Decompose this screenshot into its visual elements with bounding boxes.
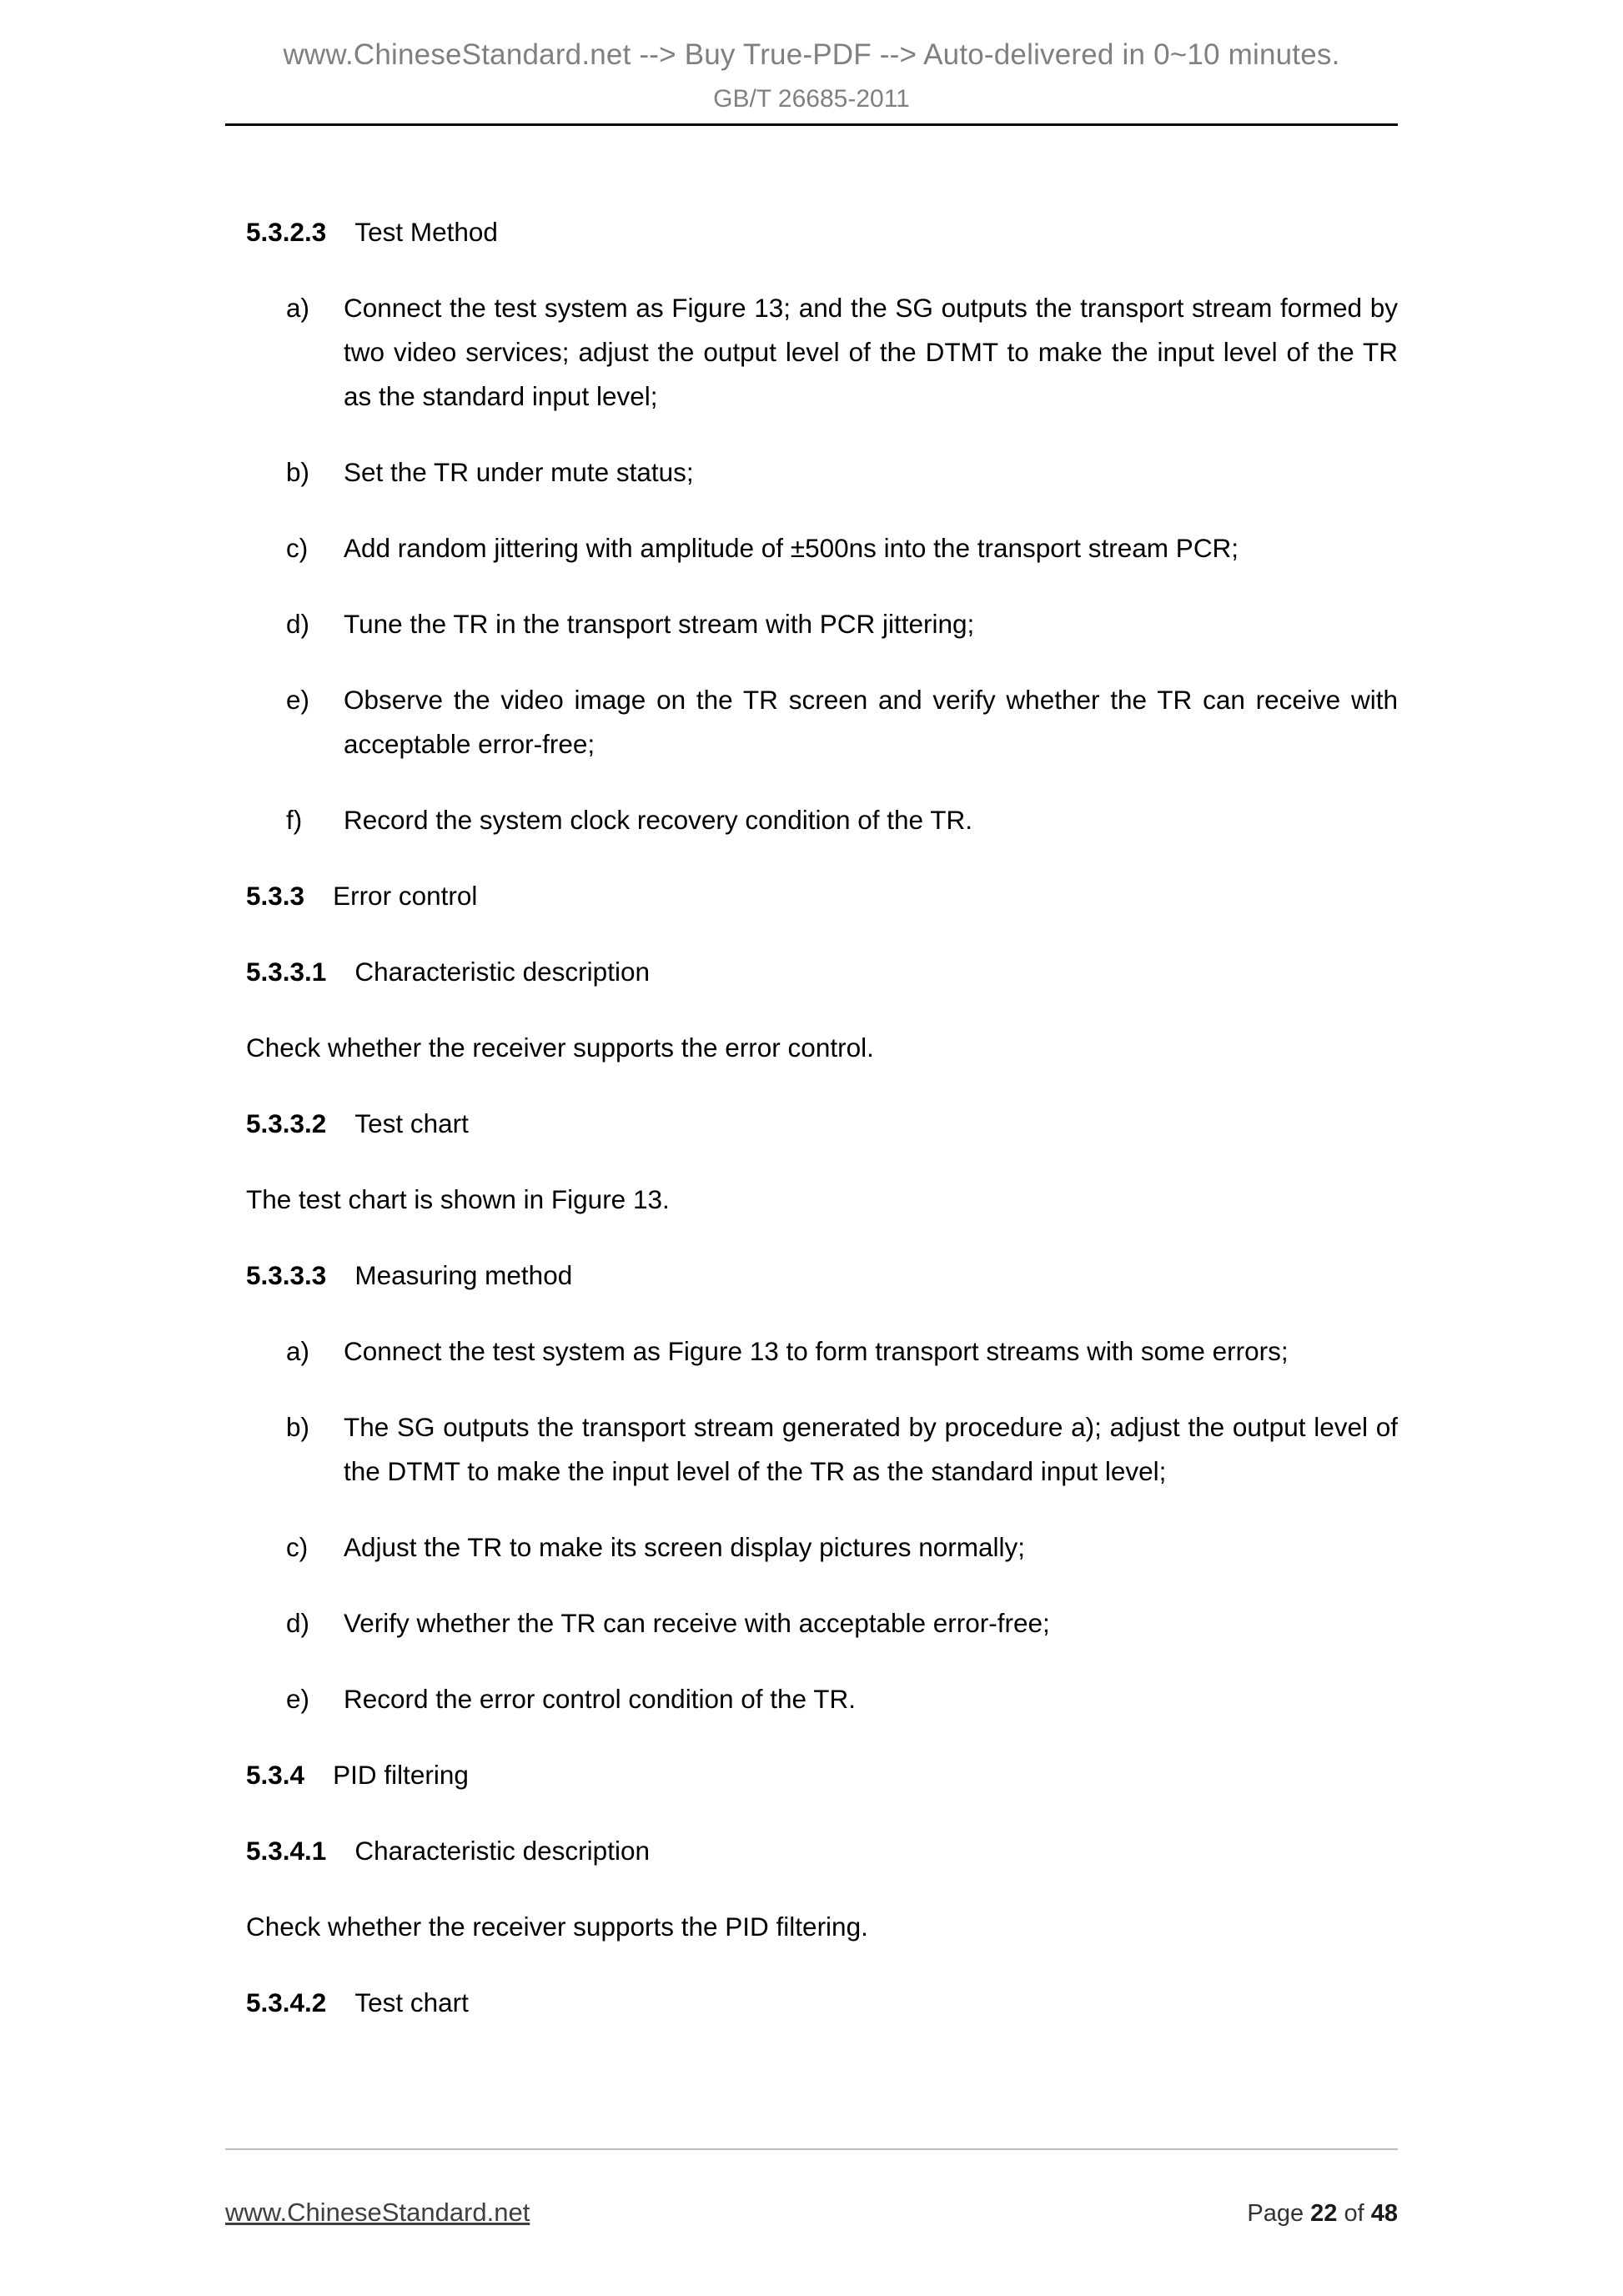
section-heading: [246, 1981, 1398, 2025]
footer-divider: [225, 2148, 1398, 2150]
list-item-label: f): [286, 805, 303, 835]
section-title: Error control: [333, 881, 478, 911]
list-item-label: b): [286, 457, 310, 487]
list-item-label: d): [286, 609, 310, 639]
section-number: 5.3.3.3: [246, 1260, 327, 1290]
section-title: Test chart: [354, 1987, 469, 2017]
section-number: 5.3.3.1: [246, 957, 327, 987]
list-item: [246, 1525, 1398, 1570]
list-item: [246, 450, 1398, 495]
list-item: [246, 286, 1398, 419]
list-item-label: a): [286, 1336, 310, 1366]
list-item-text: Record the system clock recovery condition of the TR.: [344, 805, 972, 835]
list-item-text: Verify whether the TR can receive with acceptable error-free;: [344, 1608, 1050, 1638]
section-number: 5.3.4.2: [246, 1987, 327, 2017]
list-item-label: b): [286, 1412, 310, 1442]
paragraph: Check whether the receiver supports the PID filtering.: [246, 1912, 868, 1942]
section-number: 5.3.3: [246, 881, 305, 911]
section-heading: [246, 1102, 1398, 1146]
list-item-text: Tune the TR in the transport stream with PCR jittering;: [344, 609, 975, 639]
list-item: [246, 1677, 1398, 1721]
list-item-label: c): [286, 533, 309, 563]
section-title: Characteristic description: [354, 957, 650, 987]
section-heading: [246, 950, 1398, 994]
section-heading: [246, 1753, 1398, 1797]
footer-site-link[interactable]: www.ChineseStandard.net: [225, 2198, 530, 2227]
list-item-text: Adjust the TR to make its screen display pictures normally;: [344, 1532, 1026, 1562]
section-title: Characteristic description: [354, 1836, 650, 1866]
list-item-label: e): [286, 685, 310, 715]
list-item: [246, 798, 1398, 842]
page-total: 48: [1370, 2200, 1398, 2227]
page-header: [125, 0, 1498, 126]
section-title: Test Method: [354, 217, 498, 247]
paragraph: Check whether the receiver supports the error control.: [246, 1032, 874, 1063]
section-title: Measuring method: [354, 1260, 573, 1290]
document-body: [246, 210, 1398, 2057]
list-item-text: Set the TR under mute status;: [344, 457, 694, 487]
page-indicator: [1247, 2200, 1398, 2228]
list-item-label: c): [286, 1532, 309, 1562]
section-number: 5.3.4.1: [246, 1836, 327, 1866]
page-word: Page: [1247, 2200, 1311, 2227]
list-item: [246, 678, 1398, 766]
section-heading: [246, 1254, 1398, 1298]
of-word: of: [1337, 2200, 1371, 2227]
section-title: Test chart: [354, 1108, 469, 1138]
section-heading: [246, 1829, 1398, 1873]
list-item: [246, 526, 1398, 570]
list-item-text: The SG outputs the transport stream generated by procedure a); adjust the output level of the DTMT to make the input level of the TR as the standard input level;: [344, 1412, 1398, 1486]
list-item-text: Add random jittering with amplitude of ±500ns into the transport stream PCR;: [344, 533, 1239, 563]
list-item-text: Record the error control condition of the TR.: [344, 1684, 856, 1714]
page-footer: [225, 2198, 1398, 2228]
section-title: PID filtering: [333, 1760, 469, 1790]
section-number: 5.3.3.2: [246, 1108, 327, 1138]
list-item-label: e): [286, 1684, 310, 1714]
list-item: [246, 1601, 1398, 1645]
list-item: [246, 1405, 1398, 1494]
list-item-label: d): [286, 1608, 310, 1638]
list-item-label: a): [286, 293, 310, 323]
page-number: 22: [1310, 2200, 1338, 2227]
section-number: 5.3.4: [246, 1760, 305, 1790]
list-item-text: Observe the video image on the TR screen and verify whether the TR can receive with acceptable error-free;: [344, 685, 1398, 759]
list-item: [246, 602, 1398, 646]
section-heading: [246, 874, 1398, 918]
header-divider: [225, 123, 1398, 126]
list-item: [246, 1329, 1398, 1374]
document-number: GB/T 26685-2011: [713, 85, 910, 113]
list-item-text: Connect the test system as Figure 13 to form transport streams with some errors;: [344, 1336, 1289, 1366]
list-item-text: Connect the test system as Figure 13; and the SG outputs the transport stream formed by two video services; adjust the output level of the DTMT to make the input level of the TR as the standard input level;: [344, 293, 1398, 411]
section-heading: [246, 210, 1398, 254]
section-number: 5.3.2.3: [246, 217, 327, 247]
paragraph: The test chart is shown in Figure 13.: [246, 1184, 670, 1214]
header-promo-text: www.ChineseStandard.net --> Buy True-PDF --> Auto-delivered in 0~10 minutes.: [283, 38, 1340, 71]
